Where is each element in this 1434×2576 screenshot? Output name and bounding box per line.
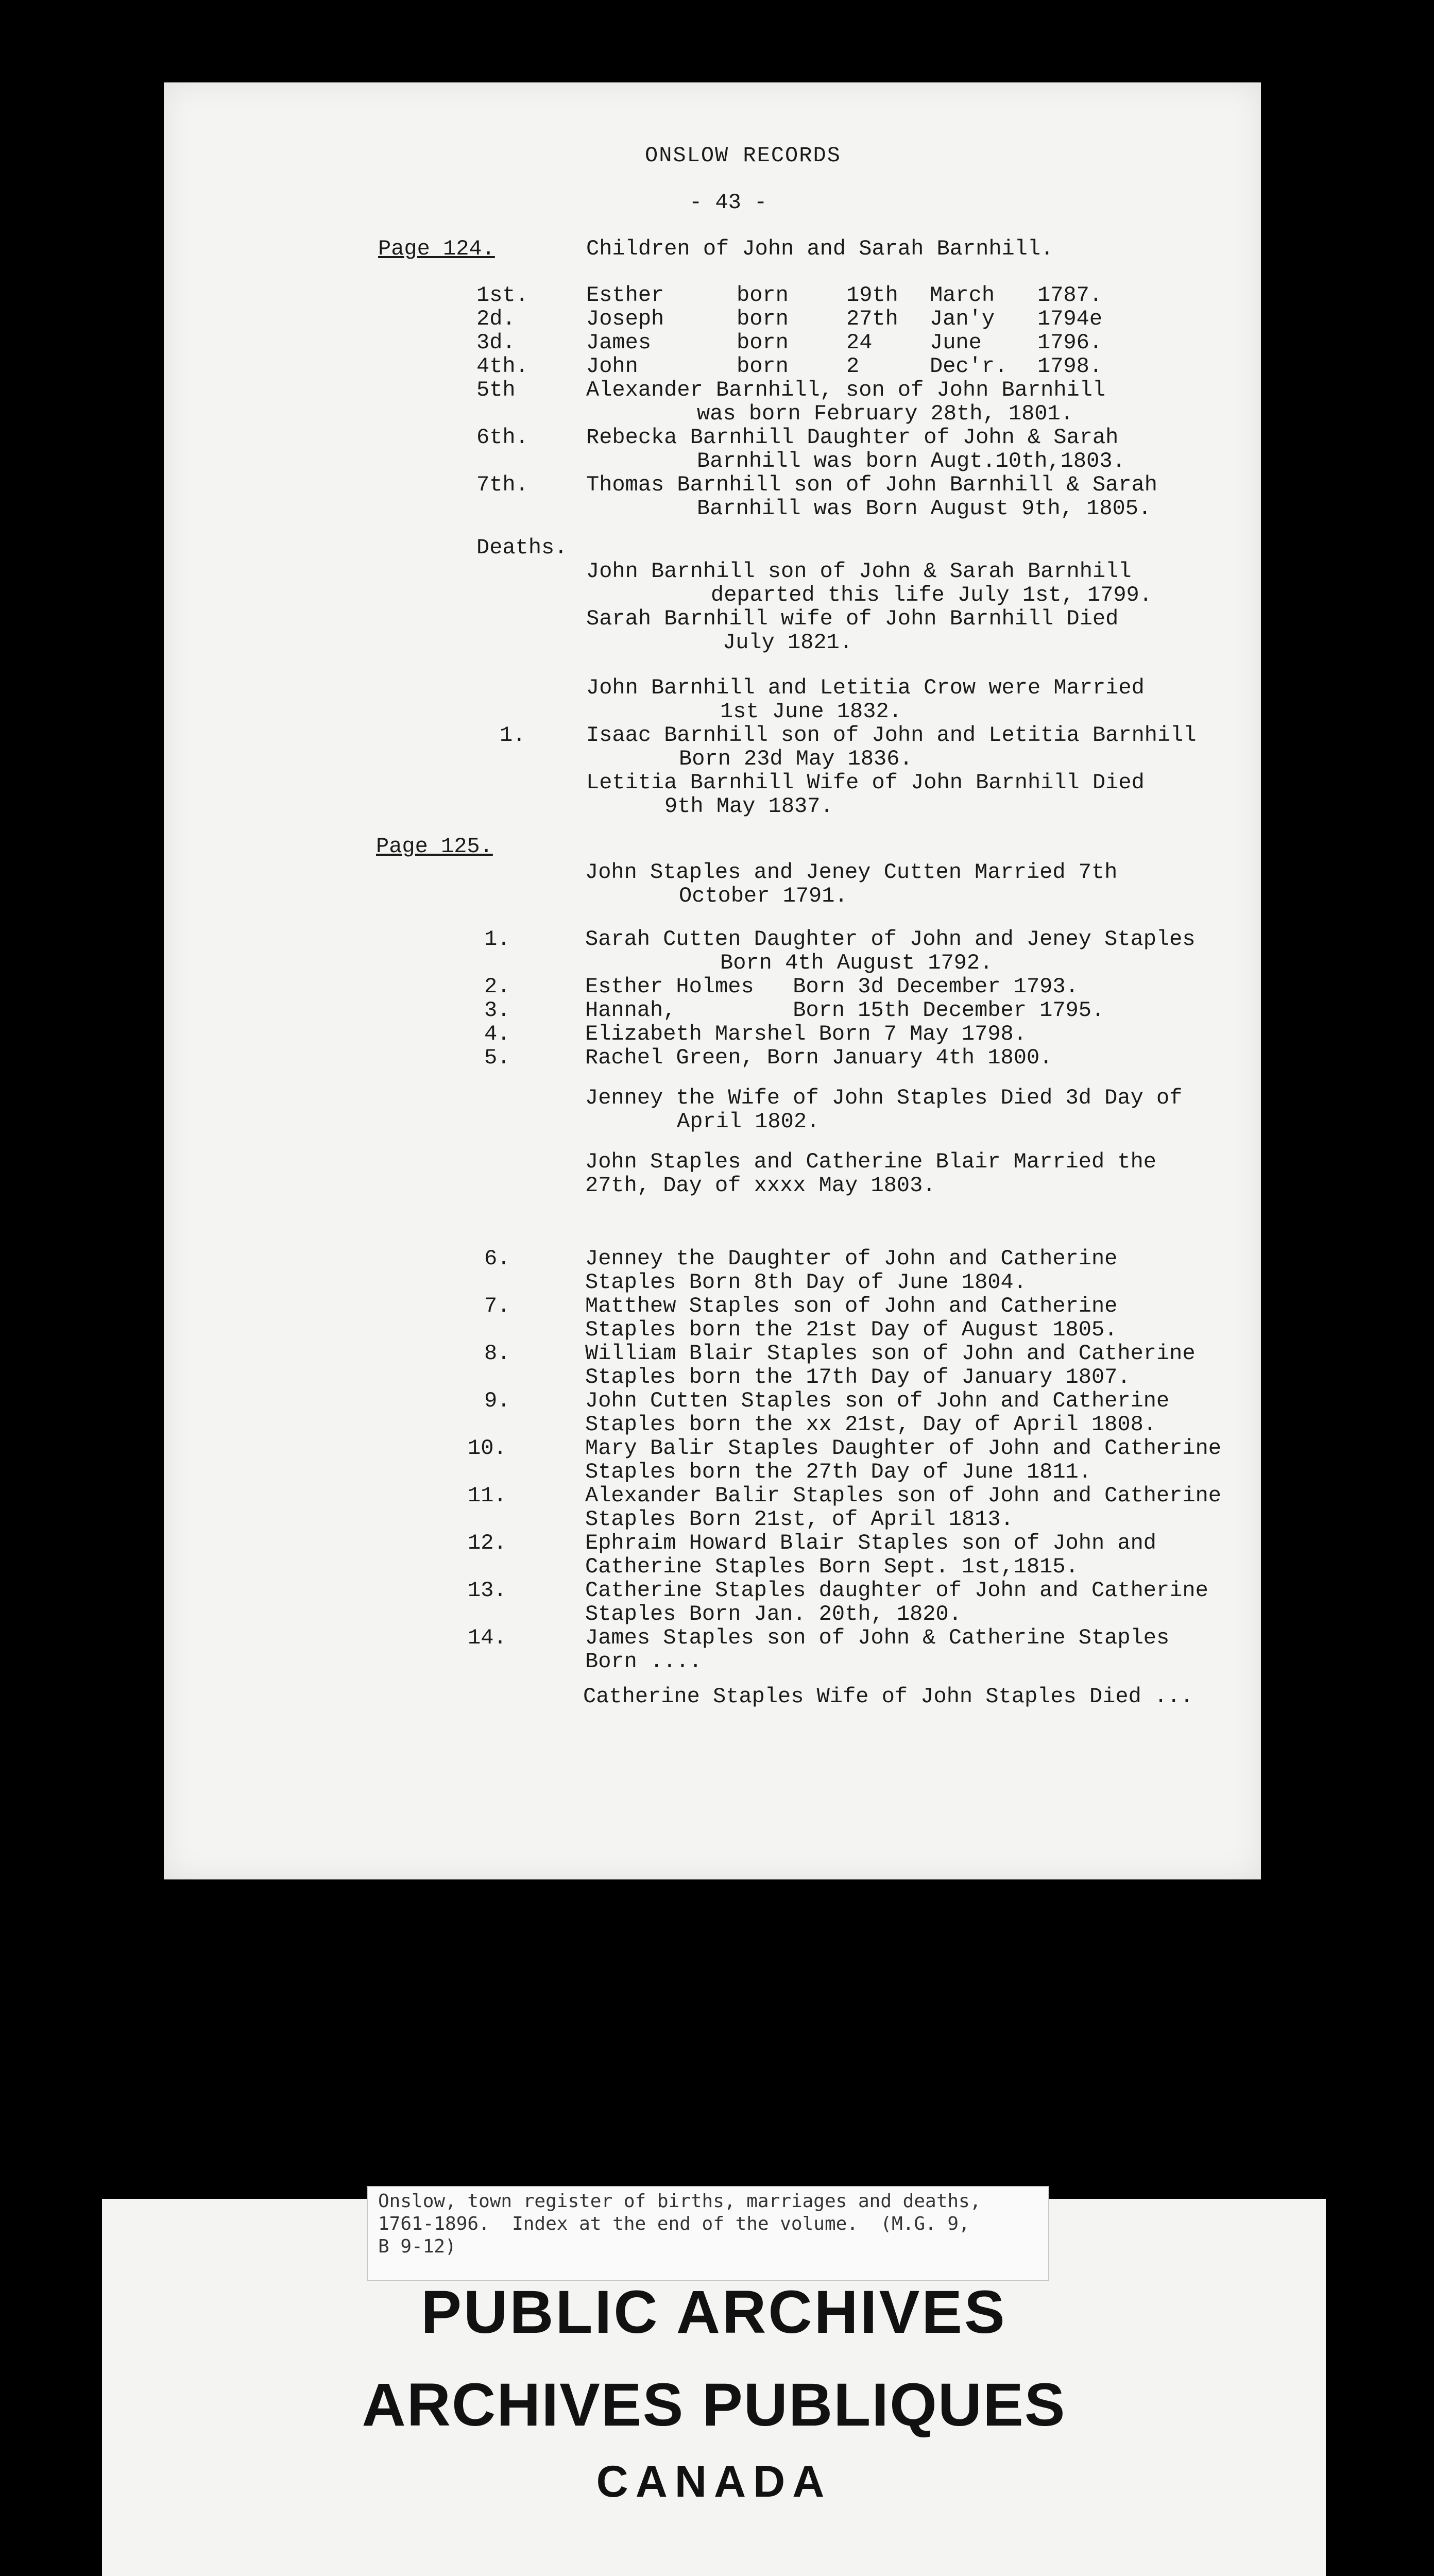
- entry-text: Catherine Staples daughter of John and Catherine: [585, 1578, 1208, 1603]
- entry-text: Staples Born 8th Day of June 1804.: [585, 1270, 1027, 1295]
- entry-text: departed this life July 1st, 1799.: [711, 583, 1152, 607]
- document-header: ONSLOW RECORDS: [645, 143, 841, 168]
- entry-text: Alexander Balir Staples son of John and Catherine: [585, 1483, 1222, 1508]
- entry-text: John Staples and Catherine Blair Married the: [585, 1149, 1156, 1174]
- entry-text: Born ....: [585, 1649, 702, 1674]
- entry-text: was born February 28th, 1801.: [697, 401, 1073, 426]
- entry-number: 13.: [468, 1578, 507, 1603]
- entry-number: 14.: [468, 1625, 507, 1650]
- entry-text: Born 23d May 1836.: [679, 747, 913, 771]
- entry-text: October 1791.: [679, 884, 848, 908]
- entry-number: 6th.: [476, 425, 528, 450]
- entry-text: Staples born the 21st Day of August 1805.: [585, 1317, 1118, 1342]
- entry-text: Matthew Staples son of John and Catherine: [585, 1294, 1118, 1318]
- entry-text: Staples Born 21st, of April 1813.: [585, 1507, 1014, 1532]
- entry-text: John Barnhill and Letitia Crow were Married: [586, 675, 1145, 700]
- entry-number: 1.: [500, 723, 526, 748]
- section-title: Children of John and Sarah Barnhill.: [586, 236, 1054, 261]
- entry-text: 27th, Day of xxxx May 1803.: [585, 1173, 936, 1198]
- entry-text: James Staples son of John & Catherine Staples: [585, 1625, 1170, 1650]
- page-number: - 43 -: [689, 190, 767, 215]
- entry-text: Born 4th August 1792.: [720, 951, 993, 975]
- deaths-label: Deaths.: [476, 535, 568, 560]
- entry-text: John Cutten Staples son of John and Catherine: [585, 1388, 1170, 1413]
- archives-title-en: PUBLIC ARCHIVES: [421, 2278, 1007, 2346]
- entry-number: 6.: [484, 1246, 510, 1271]
- entry-text: Ephraim Howard Blair Staples son of John and: [585, 1531, 1156, 1555]
- entry-text: Alexander Barnhill, son of John Barnhill: [586, 378, 1106, 402]
- entry-number: 7th.: [476, 472, 528, 497]
- archives-country: CANADA: [596, 2457, 832, 2506]
- entry-text: Catherine Staples Born Sept. 1st,1815.: [585, 1554, 1079, 1579]
- entry-number: 9.: [484, 1388, 510, 1413]
- entry-number: 4.: [484, 1022, 510, 1046]
- entry-text: Staples born the xx 21st, Day of April 1808.: [585, 1412, 1156, 1437]
- entry-text: Barnhill was born Augt.10th,1803.: [697, 449, 1125, 473]
- entry-number: 5th: [476, 378, 516, 402]
- entry-text: Staples born the 17th Day of January 1807.: [585, 1365, 1131, 1389]
- entry-text: John Staples and Jeney Cutten Married 7th: [585, 860, 1118, 885]
- entry-text: July 1821.: [723, 630, 853, 655]
- entry-text: Letitia Barnhill Wife of John Barnhill Died: [586, 770, 1145, 795]
- entry-number: 5.: [484, 1045, 510, 1070]
- catalog-label: Onslow, town register of births, marriages and deaths, 1761-1896. Index at the end of the volume. (M.G. 9, B 9-12): [367, 2186, 1049, 2281]
- entry-text: Rebecka Barnhill Daughter of John & Sarah: [586, 425, 1119, 450]
- entry-text: Mary Balir Staples Daughter of John and Catherine: [585, 1436, 1222, 1461]
- entry-text: Sarah Barnhill wife of John Barnhill Died: [586, 606, 1119, 631]
- entry-text: Sarah Cutten Daughter of John and Jeney Staples: [585, 927, 1196, 952]
- entry-number: 2.: [484, 974, 510, 999]
- document-page: ONSLOW RECORDS - 43 - Page 124. Children of John and Sarah Barnhill. 1st. Esther born 19th March 1787. 2d. Joseph born 27th Jan'y 1794e 3d. James born 24 June 1796. 4th. John born 2 Dec'r. 1798. 5th Alexander Barnhill, son of John Barnhill was born February 28th, 1801. 6th. Rebecka Barnhill Daughter of John & Sarah Barnhill was born Augt.10th,1803. 7th. Thomas Barnhill son of John Barnhill & Sarah Barnhill was Born August 9th, 1805. Deaths. John Barnhill son of John & Sarah Barnhill departed this life July 1st, 1799. Sarah Barnhill wife of John Barnhill Died July 1821. John Barnhill and Letitia Crow were Married 1st June 1832. 1. Isaac Barnhill son of John and Letitia Barnhill Born 23d May 1836. Letitia Barnhill Wife of John Barnhill Died 9th May 1837. Page 125. John Staples and Jeney Cutten Married 7th October 1791. 1. Sarah Cutten Daughter of John and Jeney Staples Born 4th August 1792. 2. Esther Holmes Born 3d December 1793. 3. Hannah, Born 15th December 1795. 4. Elizabeth Marshel Born 7 May 1798. 5. Rachel Green, Born January 4th 1800. Jenney the Wife of John Staples Died 3d Day of April 1802. John Staples and Catherine Blair Married the 27th, Day of xxxx May 1803. 6. Jenney the Daughter of John and Catherine Staples Born 8th Day of June 1804. 7. Matthew Staples son of John and Catherine Staples born the 21st Day of August 1805. 8. William Blair Staples son of John and Catherine Staples born the 17th Day of January 1807. 9. John Cutten Staples son of John and Catherine Staples born the xx 21st, Day of April 1808. 10. Mary Balir Staples Daughter of John and Catherine Staples born the 27th Day of June 1811. 11. Alexander Balir Staples son of John and Catherine Staples Born 21st, of April 1813. 12. Ephraim Howard Blair Staples son of John and Catherine Staples Born Sept. 1st,1815. 13. Catherine Staples daughter of John and Catherine Staples Born Jan. 20th, 1820. 14. James Staples son of John & Catherine Staples Born .... Catherine Staples Wife of John Staples Died ...: [164, 82, 1261, 1879]
- entry-text: Esther Holmes Born 3d December 1793.: [585, 974, 1079, 999]
- entry-text: 9th May 1837.: [664, 794, 833, 819]
- entry-text: Jenney the Wife of John Staples Died 3d Day of: [585, 1086, 1183, 1110]
- archives-title-fr: ARCHIVES PUBLIQUES: [362, 2371, 1066, 2439]
- entry-text: Barnhill was Born August 9th, 1805.: [697, 496, 1152, 521]
- entry-number: 3.: [484, 998, 510, 1023]
- entry-number: 11.: [468, 1483, 507, 1508]
- entry-text: Isaac Barnhill son of John and Letitia Barnhill: [586, 723, 1197, 748]
- entry-text: Rachel Green, Born January 4th 1800.: [585, 1045, 1053, 1070]
- entry-number: 10.: [468, 1436, 507, 1461]
- entry-text: Hannah, Born 15th December 1795.: [585, 998, 1105, 1023]
- entry-text: Staples born the 27th Day of June 1811.: [585, 1460, 1091, 1484]
- entry-number: 7.: [484, 1294, 510, 1318]
- entry-number: 12.: [468, 1531, 507, 1555]
- entry-text: Staples Born Jan. 20th, 1820.: [585, 1602, 962, 1626]
- entry-number: 8.: [484, 1341, 510, 1366]
- entry-text: Elizabeth Marshel Born 7 May 1798.: [585, 1022, 1027, 1046]
- entry-text: 1st June 1832.: [720, 699, 902, 724]
- entry-text: John Barnhill son of John & Sarah Barnhill: [586, 559, 1132, 584]
- entry-text: Thomas Barnhill son of John Barnhill & Sarah: [586, 472, 1157, 497]
- entry-text: Catherine Staples Wife of John Staples Died ...: [583, 1684, 1193, 1709]
- entry-text: William Blair Staples son of John and Catherine: [585, 1341, 1196, 1366]
- page-ref-125: Page 125.: [376, 834, 493, 859]
- entry-text: April 1802.: [677, 1109, 820, 1134]
- page-ref-124: Page 124.: [378, 236, 495, 261]
- entry-number: 1.: [484, 927, 510, 952]
- entry-text: Jenney the Daughter of John and Catherine: [585, 1246, 1118, 1271]
